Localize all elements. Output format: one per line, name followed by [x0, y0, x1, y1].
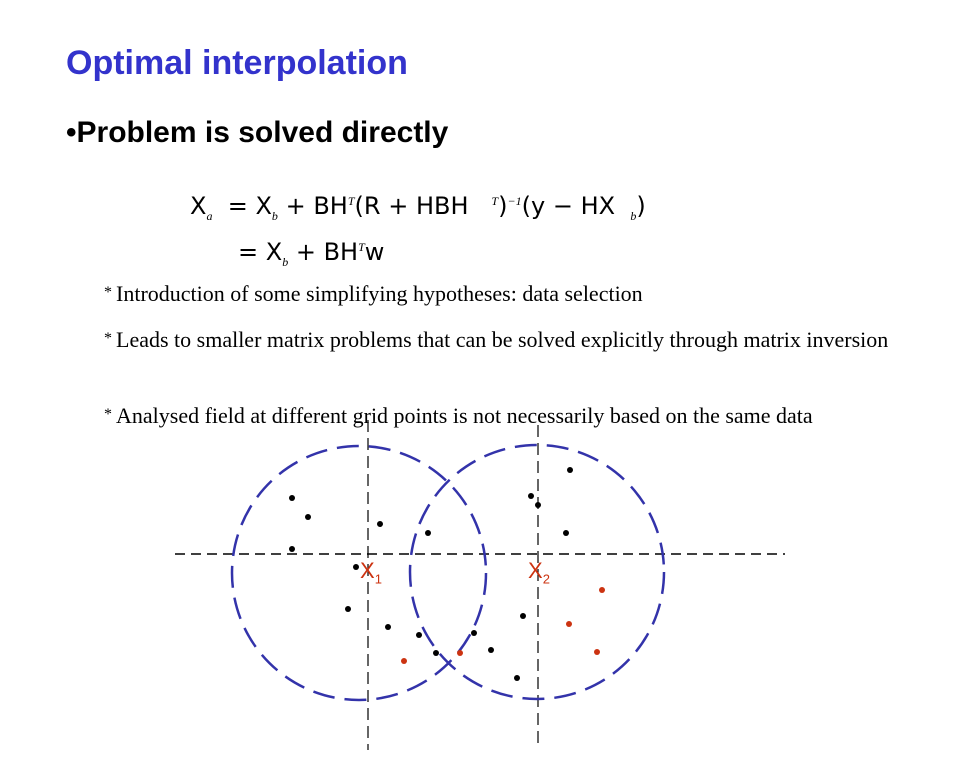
bullet-text: Problem is solved directly — [76, 116, 449, 149]
observation-point — [471, 630, 477, 636]
observation-point — [433, 650, 439, 656]
observation-point — [520, 613, 526, 619]
observation-point-red — [599, 587, 605, 593]
bullet-heading: •Problem is solved directly — [66, 116, 449, 149]
observation-point — [514, 675, 520, 681]
observation-points — [289, 467, 605, 681]
observation-point — [385, 624, 391, 630]
observation-point-red — [401, 658, 407, 664]
observation-point — [567, 467, 573, 473]
sub-bullet-2: * Leads to smaller matrix problems that can be solved explicitly through matrix inversion — [104, 327, 889, 352]
observation-point — [289, 495, 295, 501]
equation-line-2: = $X_b + BH^Tw$ — [238, 238, 385, 269]
star-icon: * — [104, 330, 112, 347]
observation-point-red — [566, 621, 572, 627]
observation-point-red — [594, 649, 600, 655]
observation-point — [353, 564, 359, 570]
observation-point — [528, 493, 534, 499]
observation-point — [289, 546, 295, 552]
observation-point — [563, 530, 569, 536]
observation-point — [416, 632, 422, 638]
grid-point-x1-label: $X_1$ — [360, 558, 382, 587]
sub-bullet-3: * Analysed field at different grid points is not necessarily based on the same data — [104, 403, 813, 428]
observation-point — [425, 530, 431, 536]
slide-title: Optimal interpolation — [66, 44, 408, 82]
observation-point — [535, 502, 541, 508]
star-icon: * — [104, 284, 112, 301]
observation-point — [305, 514, 311, 520]
sub-bullet-1: * Introduction of some simplifying hypotheses: data selection — [104, 281, 643, 306]
observation-point — [345, 606, 351, 612]
observation-point — [377, 521, 383, 527]
observation-point — [488, 647, 494, 653]
grid-point-x2-label: $X_2$ — [528, 558, 550, 587]
star-icon: * — [104, 406, 112, 423]
observation-point-red — [457, 650, 463, 656]
equation-line-1: $X_a = X_b + BH^T(R$ + HBH $^T$)$^{-1}$(y − HX $_b$) — [190, 192, 646, 223]
